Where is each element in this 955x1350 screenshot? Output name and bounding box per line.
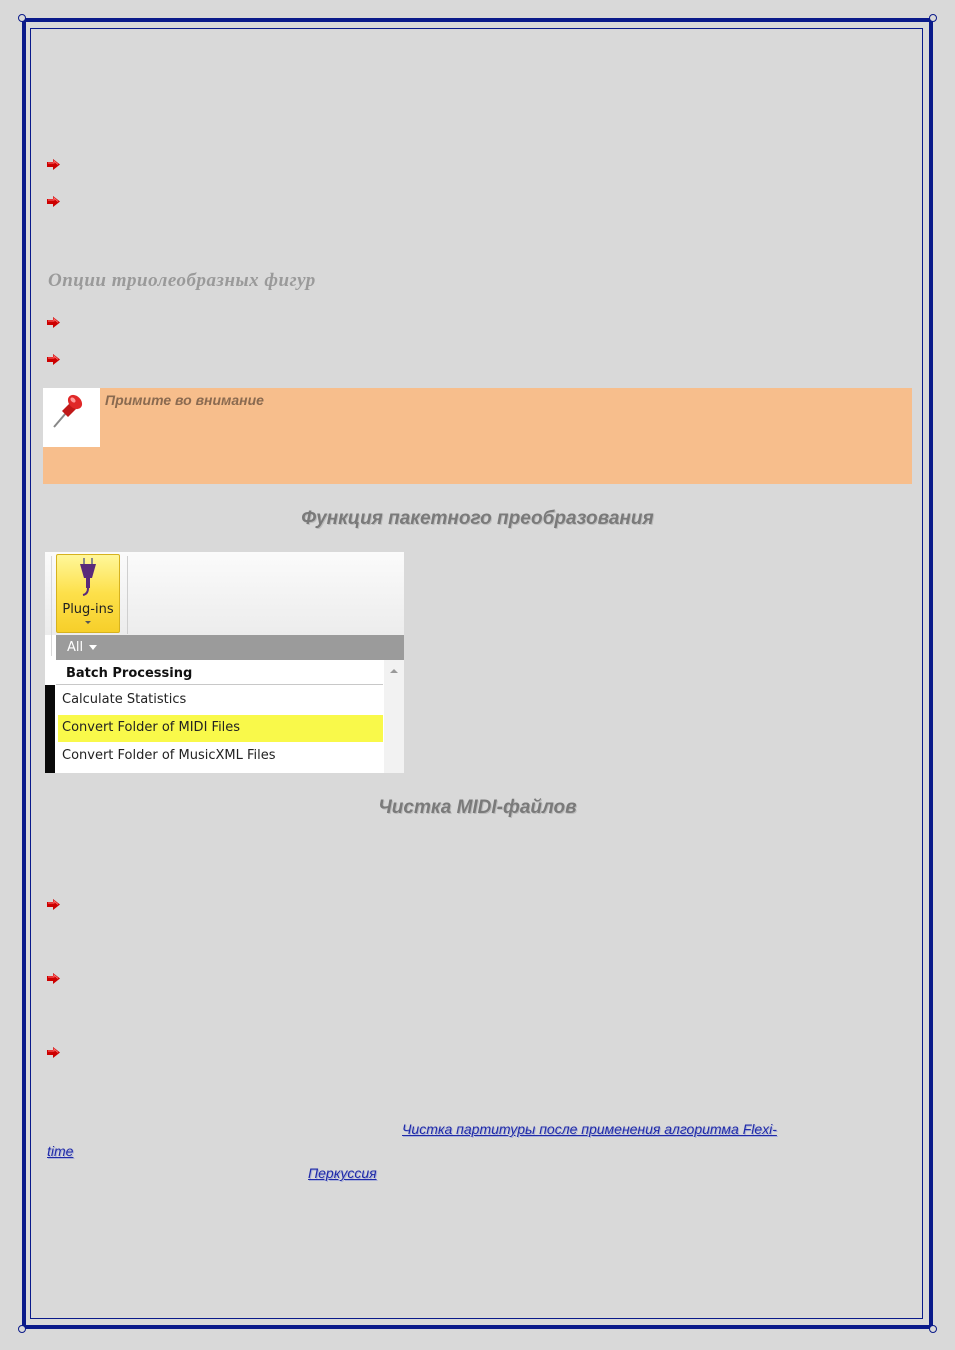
corner-ornament (929, 14, 937, 22)
plugins-button-label: Plug-ins (62, 602, 114, 617)
red-arrow-icon (47, 317, 60, 328)
filter-dropdown[interactable]: All (67, 640, 84, 655)
list-item[interactable] (58, 743, 383, 770)
note-title: Примите во внимание (105, 392, 264, 408)
filter-bar (56, 635, 404, 660)
flexi-time-link[interactable]: Чистка партитуры после применения алгоритма Flexi- (402, 1121, 777, 1137)
scroll-up-icon[interactable] (390, 669, 398, 673)
flexi-time-link-cont[interactable]: time (47, 1143, 74, 1159)
plugins-button[interactable] (56, 554, 120, 633)
percussion-link[interactable]: Перкуссия (308, 1165, 377, 1181)
list-item-label: Calculate Statistics (62, 692, 187, 707)
list-item-label: Convert Folder of MIDI Files (62, 720, 241, 735)
plug-icon (77, 558, 99, 596)
plugins-panel-screenshot (45, 552, 404, 773)
group-header (56, 663, 383, 685)
pushpin-icon (46, 391, 88, 433)
red-arrow-icon (47, 899, 60, 910)
corner-ornament (18, 14, 26, 22)
red-arrow-icon (47, 196, 60, 207)
midi-cleanup-heading: Чистка MIDI-файлов (378, 797, 577, 818)
red-arrow-icon (47, 354, 60, 365)
list-item-selected[interactable] (58, 715, 383, 742)
list-item-label: Convert Folder of MusicXML Files (62, 748, 276, 763)
ribbon-divider (51, 556, 52, 656)
scrollbar[interactable] (384, 660, 404, 773)
batch-conversion-heading: Функция пакетного преобразования (301, 508, 654, 529)
triole-options-heading: Опции триолеобразных фигур (48, 270, 316, 291)
chevron-down-icon (89, 645, 97, 650)
chevron-down-icon (85, 621, 91, 624)
group-title: Batch Processing (66, 666, 193, 681)
plugin-list (56, 660, 384, 773)
ribbon-divider (127, 556, 128, 634)
corner-ornament (18, 1325, 26, 1333)
red-arrow-icon (47, 159, 60, 170)
red-arrow-icon (47, 973, 60, 984)
list-item[interactable] (58, 687, 383, 714)
red-arrow-icon (47, 1047, 60, 1058)
left-strip (45, 685, 55, 773)
corner-ornament (929, 1325, 937, 1333)
